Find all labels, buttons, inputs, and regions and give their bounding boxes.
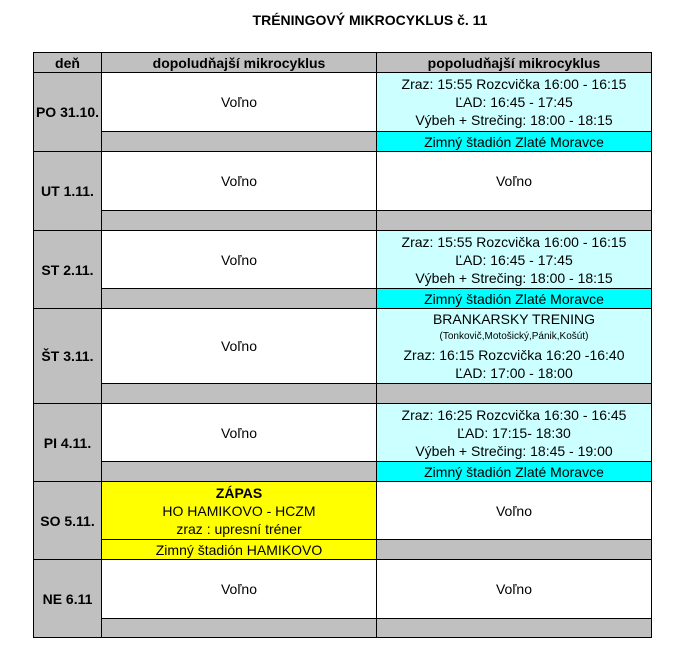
table-row xyxy=(34,309,652,384)
afternoon-cell: Voľno xyxy=(377,152,652,211)
afternoon-line: Zraz: 15:55 Rozcvička 16:00 - 16:15 xyxy=(401,233,627,250)
afternoon-cell xyxy=(377,231,652,289)
morning-cell: Voľno xyxy=(102,73,377,132)
afternoon-venue: Zimný štadión Zlaté Moravce xyxy=(377,289,652,309)
day-cell: ST 2.11. xyxy=(34,231,102,309)
table-subrow xyxy=(34,289,652,309)
header-afternoon: popoludňajší mikrocyklus xyxy=(377,53,652,73)
goalie-names: (Tonkovič,Motošický,Pánik,Košút) xyxy=(439,331,589,342)
table-subrow xyxy=(34,619,652,638)
morning-empty xyxy=(102,462,377,482)
afternoon-line: Zraz: 16:15 Rozcvička 16:20 -16:40 xyxy=(403,347,625,363)
morning-cell: Voľno xyxy=(102,560,377,619)
page-title: TRÉNINGOVÝ MIKROCYKLUS č. 11 xyxy=(252,12,488,28)
afternoon-line: Zraz: 15:55 Rozcvička 16:00 - 16:15 xyxy=(401,76,627,92)
afternoon-cell xyxy=(377,404,652,462)
morning-cell: Voľno xyxy=(102,309,377,384)
table-subrow xyxy=(34,132,652,152)
day-cell: PO 31.10. xyxy=(34,73,102,152)
match-line: zraz : upresní tréner xyxy=(176,520,302,537)
morning-empty xyxy=(102,211,377,231)
match-title: ZÁPAS xyxy=(215,484,263,501)
match-venue: Zimný štadión HAMIKOVO xyxy=(102,540,377,560)
afternoon-line: ĽAD: 16:45 - 17:45 xyxy=(455,251,573,268)
header-morning: dopoludňajší mikrocyklus xyxy=(102,53,377,73)
afternoon-line: ĽAD: 17:15- 18:30 xyxy=(457,424,571,441)
afternoon-empty xyxy=(377,384,652,404)
afternoon-cell xyxy=(377,309,652,384)
afternoon-line: ĽAD: 16:45 - 17:45 xyxy=(455,94,573,110)
afternoon-cell xyxy=(377,73,652,132)
table-row xyxy=(34,152,652,211)
day-cell: NE 6.11 xyxy=(34,560,102,638)
afternoon-line: Zraz: 16:25 Rozcvička 16:30 - 16:45 xyxy=(401,406,627,423)
day-cell: UT 1.11. xyxy=(34,152,102,231)
afternoon-line: ĽAD: 17:00 - 18:00 xyxy=(455,365,573,381)
afternoon-venue: Zimný štadión Zlaté Moravce xyxy=(377,462,652,482)
morning-empty xyxy=(102,289,377,309)
afternoon-venue: Zimný štadión Zlaté Moravce xyxy=(377,132,652,152)
header-row xyxy=(34,53,652,73)
table-subrow xyxy=(34,384,652,404)
morning-empty xyxy=(102,132,377,152)
table-subrow xyxy=(34,211,652,231)
day-cell: ŠT 3.11. xyxy=(34,309,102,404)
table-subrow xyxy=(34,540,652,560)
morning-cell: Voľno xyxy=(102,404,377,462)
header-day: deň xyxy=(34,53,102,73)
afternoon-line: Výbeh + Strečing: 18:00 - 18:15 xyxy=(415,112,613,128)
table-row xyxy=(34,73,652,132)
table-row xyxy=(34,404,652,462)
afternoon-empty xyxy=(377,540,652,560)
afternoon-cell: Voľno xyxy=(377,560,652,619)
goalie-training-title: BRANKARSKY TRENING xyxy=(432,311,596,327)
afternoon-cell: Voľno xyxy=(377,482,652,540)
match-line: HO HAMIKOVO - HCZM xyxy=(162,502,316,519)
morning-cell: Voľno xyxy=(102,231,377,289)
afternoon-empty xyxy=(377,211,652,231)
schedule-table xyxy=(33,52,652,638)
morning-empty xyxy=(102,619,377,638)
match-cell xyxy=(102,482,377,540)
table-subrow xyxy=(34,462,652,482)
afternoon-line: Výbeh + Strečing: 18:45 - 19:00 xyxy=(415,442,613,459)
table-row xyxy=(34,482,652,540)
table-row xyxy=(34,560,652,619)
morning-empty xyxy=(102,384,377,404)
day-cell: PI 4.11. xyxy=(34,404,102,482)
table-row xyxy=(34,231,652,289)
afternoon-line: Výbeh + Strečing: 18:00 - 18:15 xyxy=(415,269,613,286)
day-cell: SO 5.11. xyxy=(34,482,102,560)
afternoon-empty xyxy=(377,619,652,638)
morning-cell: Voľno xyxy=(102,152,377,211)
